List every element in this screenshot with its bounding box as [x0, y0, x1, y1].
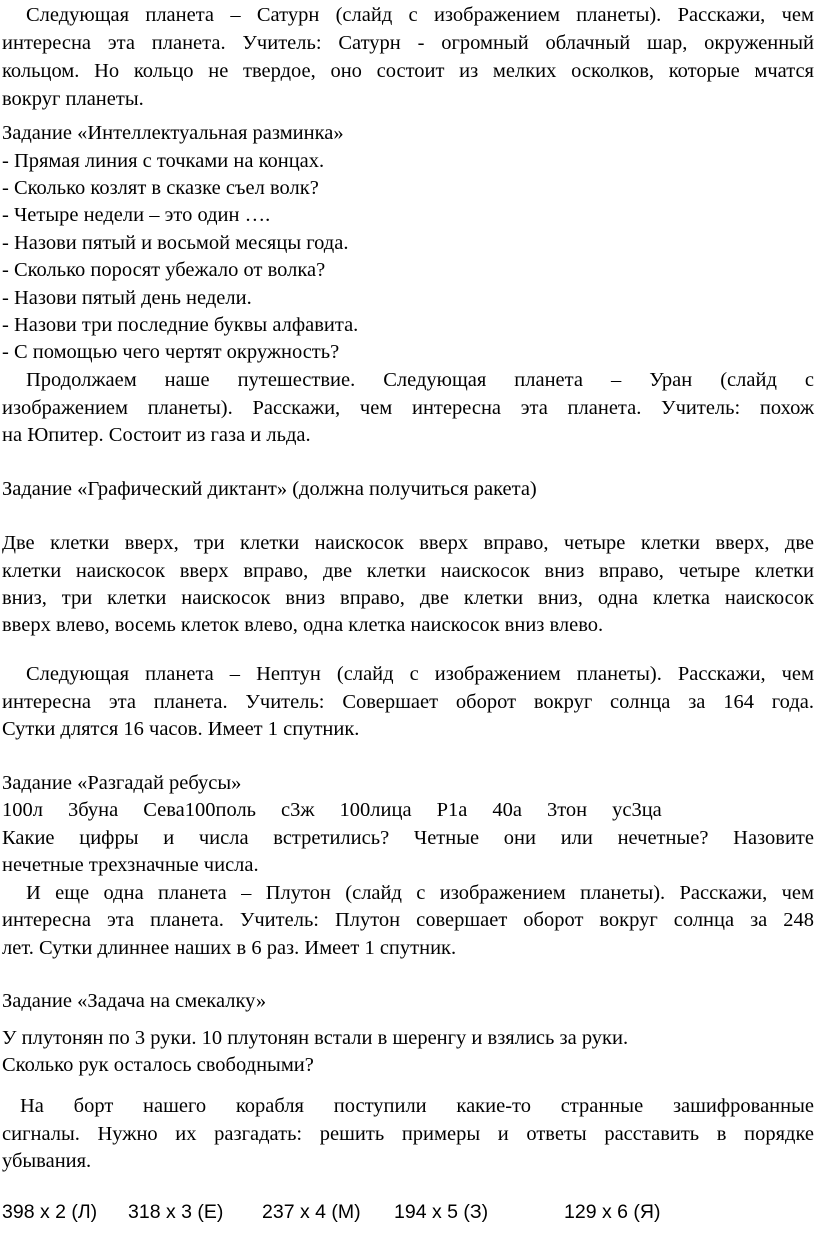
warmup-item: - Назови пятый и восьмой месяцы года.: [2, 232, 349, 254]
puzzle-line-2: Сколько рук осталось свободными?: [2, 1054, 314, 1076]
warmup-item: - Четыре недели – это один ….: [2, 204, 271, 226]
rebus-item: 40а: [492, 799, 522, 821]
rebus-item: Р1а: [436, 799, 468, 821]
example-item: 398 x 2 (Л): [2, 1201, 98, 1223]
dictation-title: Задание «Графический диктант» (должна получиться ракета): [2, 478, 537, 500]
neptune-line-3: Сутки длятся 16 часов. Имеет 1 спутник.: [2, 718, 360, 740]
pluto-line-1: И еще одна планета – Плутон (слайд с изображением планеты). Расскажи, чем: [26, 882, 814, 904]
signals-line-2: сигналы. Нужно их разгадать: решить примеры и ответы расставить в порядке: [2, 1123, 814, 1145]
warmup-item: - С помощью чего чертят окружность?: [2, 341, 340, 363]
neptune-line-2: интересна эта планета. Учитель: Совершает оборот вокруг солнца за 164 года.: [2, 691, 814, 713]
rebus-title: Задание «Разгадай ребусы»: [2, 772, 242, 794]
dictation-line-3: вниз, три клетки наискосок вниз вправо, две клетки вниз, одна клетка наискосок: [2, 587, 814, 609]
signals-line-1: На борт нашего корабля поступили какие-то странные зашифрованные: [20, 1095, 814, 1117]
saturn-line-1: Следующая планета – Сатурн (слайд с изображением планеты). Расскажи, чем: [26, 4, 814, 26]
uranus-line-2: изображением планеты). Расскажи, чем интересна эта планета. Учитель: похож: [2, 397, 814, 419]
rebus-item: с3ж: [281, 799, 315, 821]
warmup-item: - Сколько поросят убежало от волка?: [2, 259, 326, 281]
warmup-item: - Назови пятый день недели.: [2, 287, 252, 309]
example-item: 318 x 3 (Е): [128, 1201, 224, 1223]
rebus-item: Сева100поль: [143, 799, 257, 821]
puzzle-line-1: У плутонян по 3 руки. 10 плутонян встали в шеренгу и взялись за руки.: [2, 1027, 629, 1049]
example-item: 194 x 5 (З): [394, 1201, 489, 1223]
dictation-line-2: клетки наискосок вверх вправо, две клетки наискосок вниз вправо, четыре клетки: [2, 560, 814, 582]
rebus-question-1: Какие цифры и числа встретились? Четные они или нечетные? Назовите: [2, 827, 814, 849]
pluto-line-3: лет. Сутки длиннее наших в 6 раз. Имеет 1 спутник.: [2, 937, 457, 959]
examples-row: [0, 1199, 816, 1227]
rebus-item: 100л: [2, 799, 43, 821]
rebus-list: [2, 797, 687, 825]
dictation-line-4: вверх влево, восемь клеток влево, одна клетка наискосок вниз влево.: [2, 614, 604, 636]
rebus-item: ус3ца: [612, 799, 662, 821]
rebus-item: 3буна: [67, 799, 119, 821]
example-item: 237 x 4 (М): [262, 1201, 361, 1223]
rebus-item: 3тон: [546, 799, 588, 821]
saturn-line-2: интересна эта планета. Учитель: Сатурн - огромный облачный шар, окруженный: [2, 32, 814, 54]
saturn-line-3: кольцом. Но кольцо не твердое, оно состоит из мелких осколков, которые мчатся: [2, 60, 814, 82]
warmup-title: Задание «Интеллектуальная разминка»: [2, 122, 344, 144]
puzzle-title: Задание «Задача на смекалку»: [2, 990, 267, 1012]
uranus-line-1: Продолжаем наше путешествие. Следующая планета – Уран (слайд с: [26, 369, 814, 391]
warmup-item: - Сколько козлят в сказке съел волк?: [2, 177, 319, 199]
saturn-line-4: вокруг планеты.: [2, 88, 144, 110]
dictation-line-1: Две клетки вверх, три клетки наискосок вверх вправо, четыре клетки вверх, две: [2, 532, 814, 554]
warmup-item: - Назови три последние буквы алфавита.: [2, 314, 359, 336]
example-item: 129 x 6 (Я): [564, 1201, 661, 1223]
rebus-item: 100лица: [339, 799, 412, 821]
neptune-line-1: Следующая планета – Нептун (слайд с изображением планеты). Расскажи, чем: [26, 663, 814, 685]
warmup-item: - Прямая линия с точками на концах.: [2, 150, 325, 172]
pluto-line-2: интересна эта планета. Учитель: Плутон совершает оборот вокруг солнца за 248: [2, 909, 814, 931]
rebus-question-2: нечетные трехзначные числа.: [2, 854, 259, 876]
signals-line-3: убывания.: [2, 1150, 92, 1172]
uranus-line-3: на Юпитер. Состоит из газа и льда.: [2, 424, 311, 446]
